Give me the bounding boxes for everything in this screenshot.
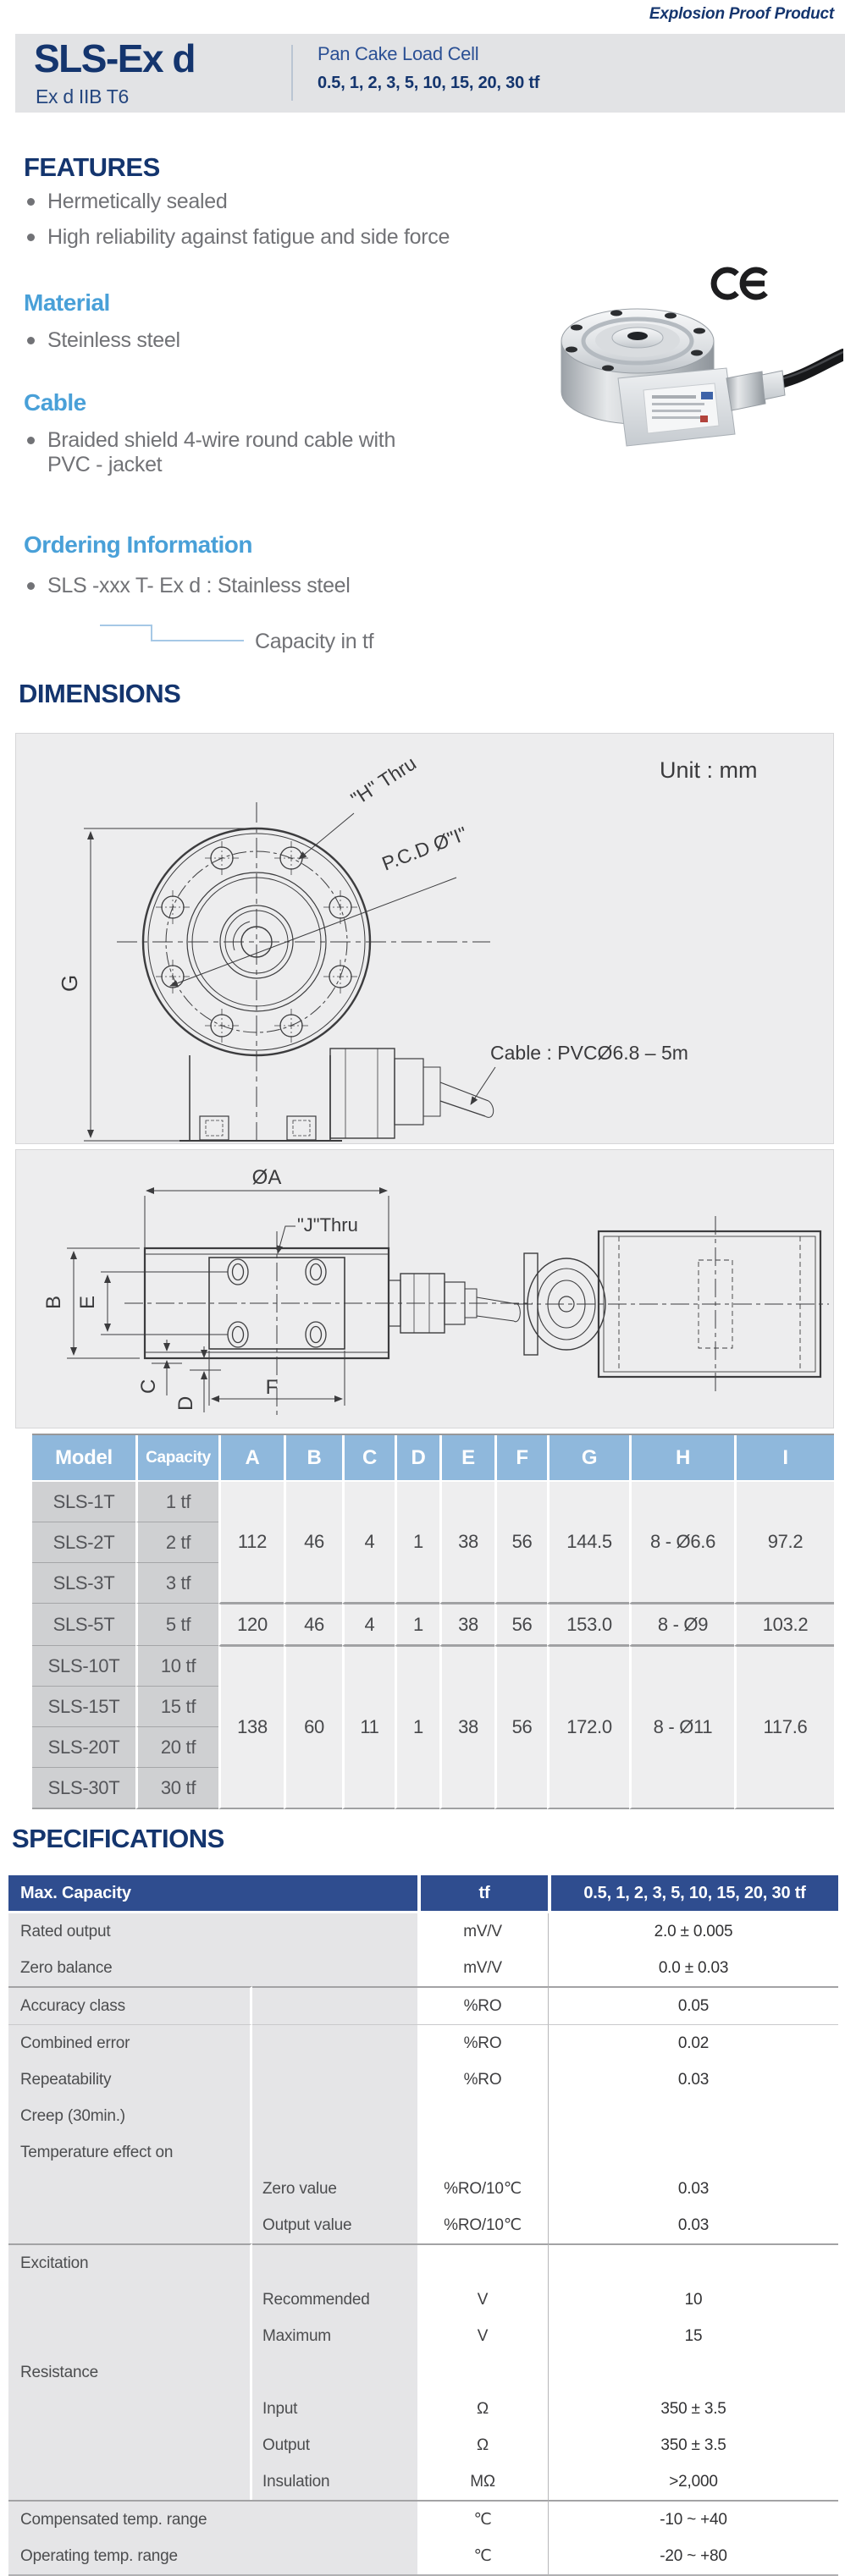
capacity-cell: 30 tf <box>135 1768 218 1809</box>
spec-value <box>548 2243 838 2282</box>
cable-list <box>25 428 406 488</box>
spec-value: 350 ± 3.5 <box>548 2427 838 2463</box>
explosion-proof-tagline: Explosion Proof Product <box>649 5 834 23</box>
cable-item: Braided shield 4-wire round cable with PVC - jacket <box>25 428 406 477</box>
spec-label <box>8 2427 252 2463</box>
spec-sublabel <box>252 2024 417 2061</box>
spec-label: Creep (30min.) <box>8 2098 252 2134</box>
dim-label-b: B <box>42 1295 65 1309</box>
spec-row <box>8 2061 838 2098</box>
dim-cell: 112 <box>218 1482 284 1604</box>
callout-line <box>151 625 152 641</box>
dim-label-dia-a: ØA <box>251 1166 282 1189</box>
dim-label-g: G <box>57 974 82 992</box>
spec-sublabel: Output <box>252 2427 417 2463</box>
spec-label <box>8 2463 252 2500</box>
model-cell: SLS-3T <box>32 1563 135 1604</box>
spec-value: 0.03 <box>548 2207 838 2243</box>
spec-sublabel: Input <box>252 2391 417 2427</box>
dim-cell: 60 <box>284 1646 342 1809</box>
dim-cell: 46 <box>284 1604 342 1646</box>
spec-label <box>8 2171 252 2207</box>
dim-label-h-thru: "H" Thru <box>346 751 421 811</box>
dim-cell: 120 <box>218 1604 284 1646</box>
capacity-range-label: 0.5, 1, 2, 3, 5, 10, 15, 20, 30 tf <box>318 74 540 92</box>
spec-unit: %RO/10℃ <box>417 2171 548 2207</box>
spec-unit: %RO <box>417 2024 548 2061</box>
callout-line <box>151 640 244 641</box>
spec-row <box>8 2318 838 2354</box>
features-list <box>25 190 516 261</box>
spec-value: 0.0 ± 0.03 <box>548 1950 838 1986</box>
model-cell: SLS-5T <box>32 1604 135 1646</box>
spec-row <box>8 2427 838 2463</box>
spec-label: Temperature effect on <box>8 2134 252 2171</box>
spec-value: -10 ~ +40 <box>548 2500 838 2538</box>
spec-unit: mV/V <box>417 1950 548 1986</box>
col-header: B <box>284 1435 342 1482</box>
spec-row <box>8 1986 838 2024</box>
spec-sublabel: Maximum <box>252 2318 417 2354</box>
spec-label: Operating temp. range <box>8 2538 417 2576</box>
dim-cell: 172.0 <box>547 1646 629 1809</box>
cable-title: Cable <box>24 389 86 416</box>
spec-col-header: tf <box>417 1875 548 1913</box>
dim-cell: 56 <box>494 1604 547 1646</box>
col-header: C <box>342 1435 395 1482</box>
drawing-front-side-view <box>15 1149 834 1428</box>
model-cell: SLS-1T <box>32 1482 135 1522</box>
dim-label-j-thru: "J"Thru <box>297 1214 358 1236</box>
dim-cell: 144.5 <box>547 1482 629 1604</box>
spec-unit <box>417 2098 548 2134</box>
spec-value: 350 ± 3.5 <box>548 2391 838 2427</box>
spec-sublabel <box>252 2061 417 2098</box>
capacity-callout-label: Capacity in tf <box>255 630 374 653</box>
certification-label: Ex d IIB T6 <box>36 85 130 107</box>
ordering-list <box>25 574 500 609</box>
dim-cell: 138 <box>218 1646 284 1809</box>
spec-value: 0.03 <box>548 2171 838 2207</box>
capacity-cell: 20 tf <box>135 1727 218 1768</box>
spec-row <box>8 2391 838 2427</box>
table-row <box>32 1646 834 1687</box>
spec-row <box>8 2134 838 2171</box>
table-row <box>32 1604 834 1646</box>
col-header: I <box>734 1435 834 1482</box>
spec-row <box>8 2538 838 2576</box>
col-header: Capacity <box>135 1435 218 1482</box>
spec-row <box>8 2500 838 2538</box>
capacity-cell: 3 tf <box>135 1563 218 1604</box>
spec-label <box>8 2282 252 2318</box>
dim-cell: 4 <box>342 1482 395 1604</box>
product-header <box>15 34 845 113</box>
ordering-item: SLS -xxx T- Ex d : Stainless steel <box>25 574 500 598</box>
dim-cell: 8 - Ø6.6 <box>629 1482 734 1604</box>
col-header: G <box>547 1435 629 1482</box>
dimensions-title: DIMENSIONS <box>19 679 181 708</box>
dim-cell: 97.2 <box>734 1482 834 1604</box>
spec-unit: Ω <box>417 2427 548 2463</box>
model-cell: SLS-2T <box>32 1522 135 1563</box>
dim-cell: 38 <box>439 1482 494 1604</box>
spec-label <box>8 2318 252 2354</box>
spec-header-row <box>8 1875 838 1913</box>
spec-unit: ℃ <box>417 2538 548 2576</box>
spec-label: Combined error <box>8 2024 252 2061</box>
spec-label <box>8 2391 252 2427</box>
cable-spec-label: Cable : PVCØ6.8 – 5m <box>490 1042 688 1064</box>
dim-label-e: E <box>76 1295 99 1309</box>
spec-row <box>8 2098 838 2134</box>
spec-label: Resistance <box>8 2354 252 2391</box>
spec-label: Repeatability <box>8 2061 252 2098</box>
material-item: Steinless steel <box>25 328 449 353</box>
spec-unit: %RO <box>417 1986 548 2024</box>
capacity-cell: 1 tf <box>135 1482 218 1522</box>
spec-label: Excitation <box>8 2243 252 2282</box>
spec-label: Compensated temp. range <box>8 2500 417 2538</box>
spec-label <box>8 2207 252 2243</box>
model-cell: SLS-30T <box>32 1768 135 1809</box>
spec-sublabel <box>252 2098 417 2134</box>
specifications-table <box>8 1875 838 2576</box>
specifications-title: SPECIFICATIONS <box>12 1824 224 1853</box>
spec-unit: MΩ <box>417 2463 548 2500</box>
feature-item: High reliability against fatigue and side force <box>25 225 516 250</box>
col-header: D <box>395 1435 439 1482</box>
dim-cell: 153.0 <box>547 1604 629 1646</box>
drawing-top-view <box>15 733 834 1144</box>
capacity-cell: 15 tf <box>135 1687 218 1727</box>
spec-sublabel <box>252 2134 417 2171</box>
unit-note: Unit : mm <box>660 757 758 783</box>
spec-sublabel <box>252 2354 417 2391</box>
spec-row <box>8 2463 838 2500</box>
spec-row <box>8 2024 838 2061</box>
spec-value: >2,000 <box>548 2463 838 2500</box>
spec-value: 10 <box>548 2282 838 2318</box>
material-list <box>25 328 449 364</box>
dim-cell: 56 <box>494 1646 547 1809</box>
spec-value: -20 ~ +80 <box>548 2538 838 2576</box>
ce-mark-icon <box>714 270 765 297</box>
features-title: FEATURES <box>24 152 160 182</box>
spec-sublabel: Insulation <box>252 2463 417 2500</box>
table-row <box>32 1482 834 1522</box>
product-type-label: Pan Cake Load Cell <box>318 43 479 64</box>
dim-cell: 8 - Ø9 <box>629 1604 734 1646</box>
callout-line <box>100 625 152 626</box>
spec-value <box>548 2098 838 2134</box>
spec-value: 15 <box>548 2318 838 2354</box>
spec-value: 0.05 <box>548 1986 838 2024</box>
spec-sublabel <box>252 2243 417 2282</box>
model-cell: SLS-15T <box>32 1687 135 1727</box>
ordering-title: Ordering Information <box>24 531 252 558</box>
spec-label: Zero balance <box>8 1950 417 1986</box>
dim-cell: 46 <box>284 1482 342 1604</box>
model-cell: SLS-10T <box>32 1646 135 1687</box>
spec-value: 0.03 <box>548 2061 838 2098</box>
spec-unit <box>417 2134 548 2171</box>
col-header: H <box>629 1435 734 1482</box>
spec-value <box>548 2134 838 2171</box>
dim-cell: 117.6 <box>734 1646 834 1809</box>
spec-unit: ℃ <box>417 2500 548 2538</box>
dim-label-c: C <box>137 1379 160 1394</box>
spec-unit: V <box>417 2282 548 2318</box>
spec-sublabel: Output value <box>252 2207 417 2243</box>
spec-unit: Ω <box>417 2391 548 2427</box>
spec-row <box>8 2282 838 2318</box>
spec-col-header: Max. Capacity <box>8 1875 417 1913</box>
spec-label: Rated output <box>8 1913 417 1950</box>
dim-cell: 38 <box>439 1604 494 1646</box>
dim-cell: 1 <box>395 1482 439 1604</box>
material-title: Material <box>24 289 110 316</box>
spec-unit <box>417 2354 548 2391</box>
dim-cell: 38 <box>439 1646 494 1809</box>
load-cell-photo <box>523 250 843 537</box>
col-header: F <box>494 1435 547 1482</box>
dim-cell: 1 <box>395 1604 439 1646</box>
dim-label-pcd: P.C.D Ø"I" <box>378 822 471 875</box>
spec-row <box>8 1950 838 1986</box>
dimensions-table <box>32 1434 834 1809</box>
spec-sublabel: Recommended <box>252 2282 417 2318</box>
spec-row <box>8 2243 838 2282</box>
dim-cell: 11 <box>342 1646 395 1809</box>
spec-row <box>8 2207 838 2243</box>
spec-col-header: 0.5, 1, 2, 3, 5, 10, 15, 20, 30 tf <box>548 1875 838 1913</box>
spec-sublabel: Zero value <box>252 2171 417 2207</box>
capacity-cell: 5 tf <box>135 1604 218 1646</box>
spec-unit: %RO/10℃ <box>417 2207 548 2243</box>
spec-row <box>8 2171 838 2207</box>
cable-gland <box>726 372 765 410</box>
capacity-cell: 10 tf <box>135 1646 218 1687</box>
spec-sublabel <box>252 1986 417 2024</box>
spec-unit: V <box>417 2318 548 2354</box>
col-header: Model <box>32 1435 135 1482</box>
dim-cell: 103.2 <box>734 1604 834 1646</box>
dim-cell: 1 <box>395 1646 439 1809</box>
spec-row <box>8 1913 838 1950</box>
dim-label-d: D <box>174 1395 197 1411</box>
dim-cell: 4 <box>342 1604 395 1646</box>
spec-unit <box>417 2243 548 2282</box>
spec-row <box>8 2354 838 2391</box>
table-header-row <box>32 1435 834 1482</box>
dim-label-f: F <box>265 1376 279 1399</box>
spec-label: Accuracy class <box>8 1986 252 2024</box>
dim-cell: 56 <box>494 1482 547 1604</box>
spec-unit: mV/V <box>417 1913 548 1950</box>
col-header: E <box>439 1435 494 1482</box>
col-header: A <box>218 1435 284 1482</box>
model-cell: SLS-20T <box>32 1727 135 1768</box>
header-divider <box>291 45 293 101</box>
spec-unit: %RO <box>417 2061 548 2098</box>
dim-cell: 8 - Ø11 <box>629 1646 734 1809</box>
spec-value: 0.02 <box>548 2024 838 2061</box>
spec-value <box>548 2354 838 2391</box>
capacity-cell: 2 tf <box>135 1522 218 1563</box>
page-title: SLS-Ex d <box>34 36 195 80</box>
feature-item: Hermetically sealed <box>25 190 516 214</box>
spec-value: 2.0 ± 0.005 <box>548 1913 838 1950</box>
